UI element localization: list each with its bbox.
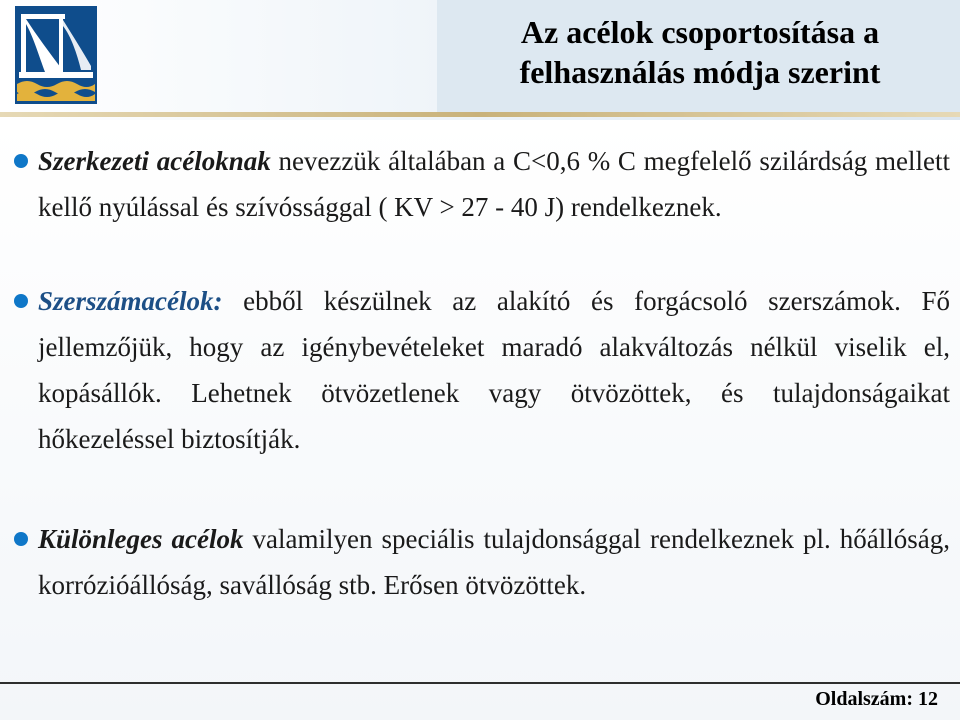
page-title	[446, 12, 954, 92]
bullet-icon	[14, 294, 28, 308]
title-line-1: Az acélok csoportosítása a	[520, 14, 880, 50]
bullet-keyword: Szerszámacélok:	[38, 286, 223, 316]
bullet-icon	[14, 532, 28, 546]
bullet-text: valamilyen speciális tulajdonsággal rendelkeznek pl. hőállóság, korrózióállóság, savállóság stb. Erősen ötvözöttek.	[38, 524, 950, 600]
footer-divider	[0, 682, 960, 684]
bullet-item-special-steels	[38, 516, 950, 608]
bullet-text: nevezzük általában a C<0,6 % C megfelelő szilárdság mellett kellő nyúlással és szívóssággal ( KV > 27 - 40 J) rendelkeznek.	[38, 146, 950, 222]
bullet-keyword: Szerkezeti acéloknak	[38, 146, 271, 176]
page-number: Oldalszám: 12	[815, 688, 938, 710]
bridge-logo-icon	[15, 6, 97, 104]
bullet-item-tool-steels	[38, 278, 950, 462]
bullet-icon	[14, 154, 28, 168]
bullet-item-structural	[38, 138, 950, 230]
bullet-keyword: Különleges acélok	[38, 524, 244, 554]
header-divider	[0, 112, 960, 117]
bullet-text: ebből készülnek az alakító és forgácsoló szerszámok. Fő jellemzőjük, hogy az igénybevételeket maradó alakváltozás nélkül viselik el, kopásállók. Lehetnek ötvözetlenek vagy ötvözöttek, és tulajdonságaikat hőkezeléssel biztosítják.	[38, 286, 950, 454]
title-line-2: felhasználás módja szerint	[519, 54, 881, 90]
